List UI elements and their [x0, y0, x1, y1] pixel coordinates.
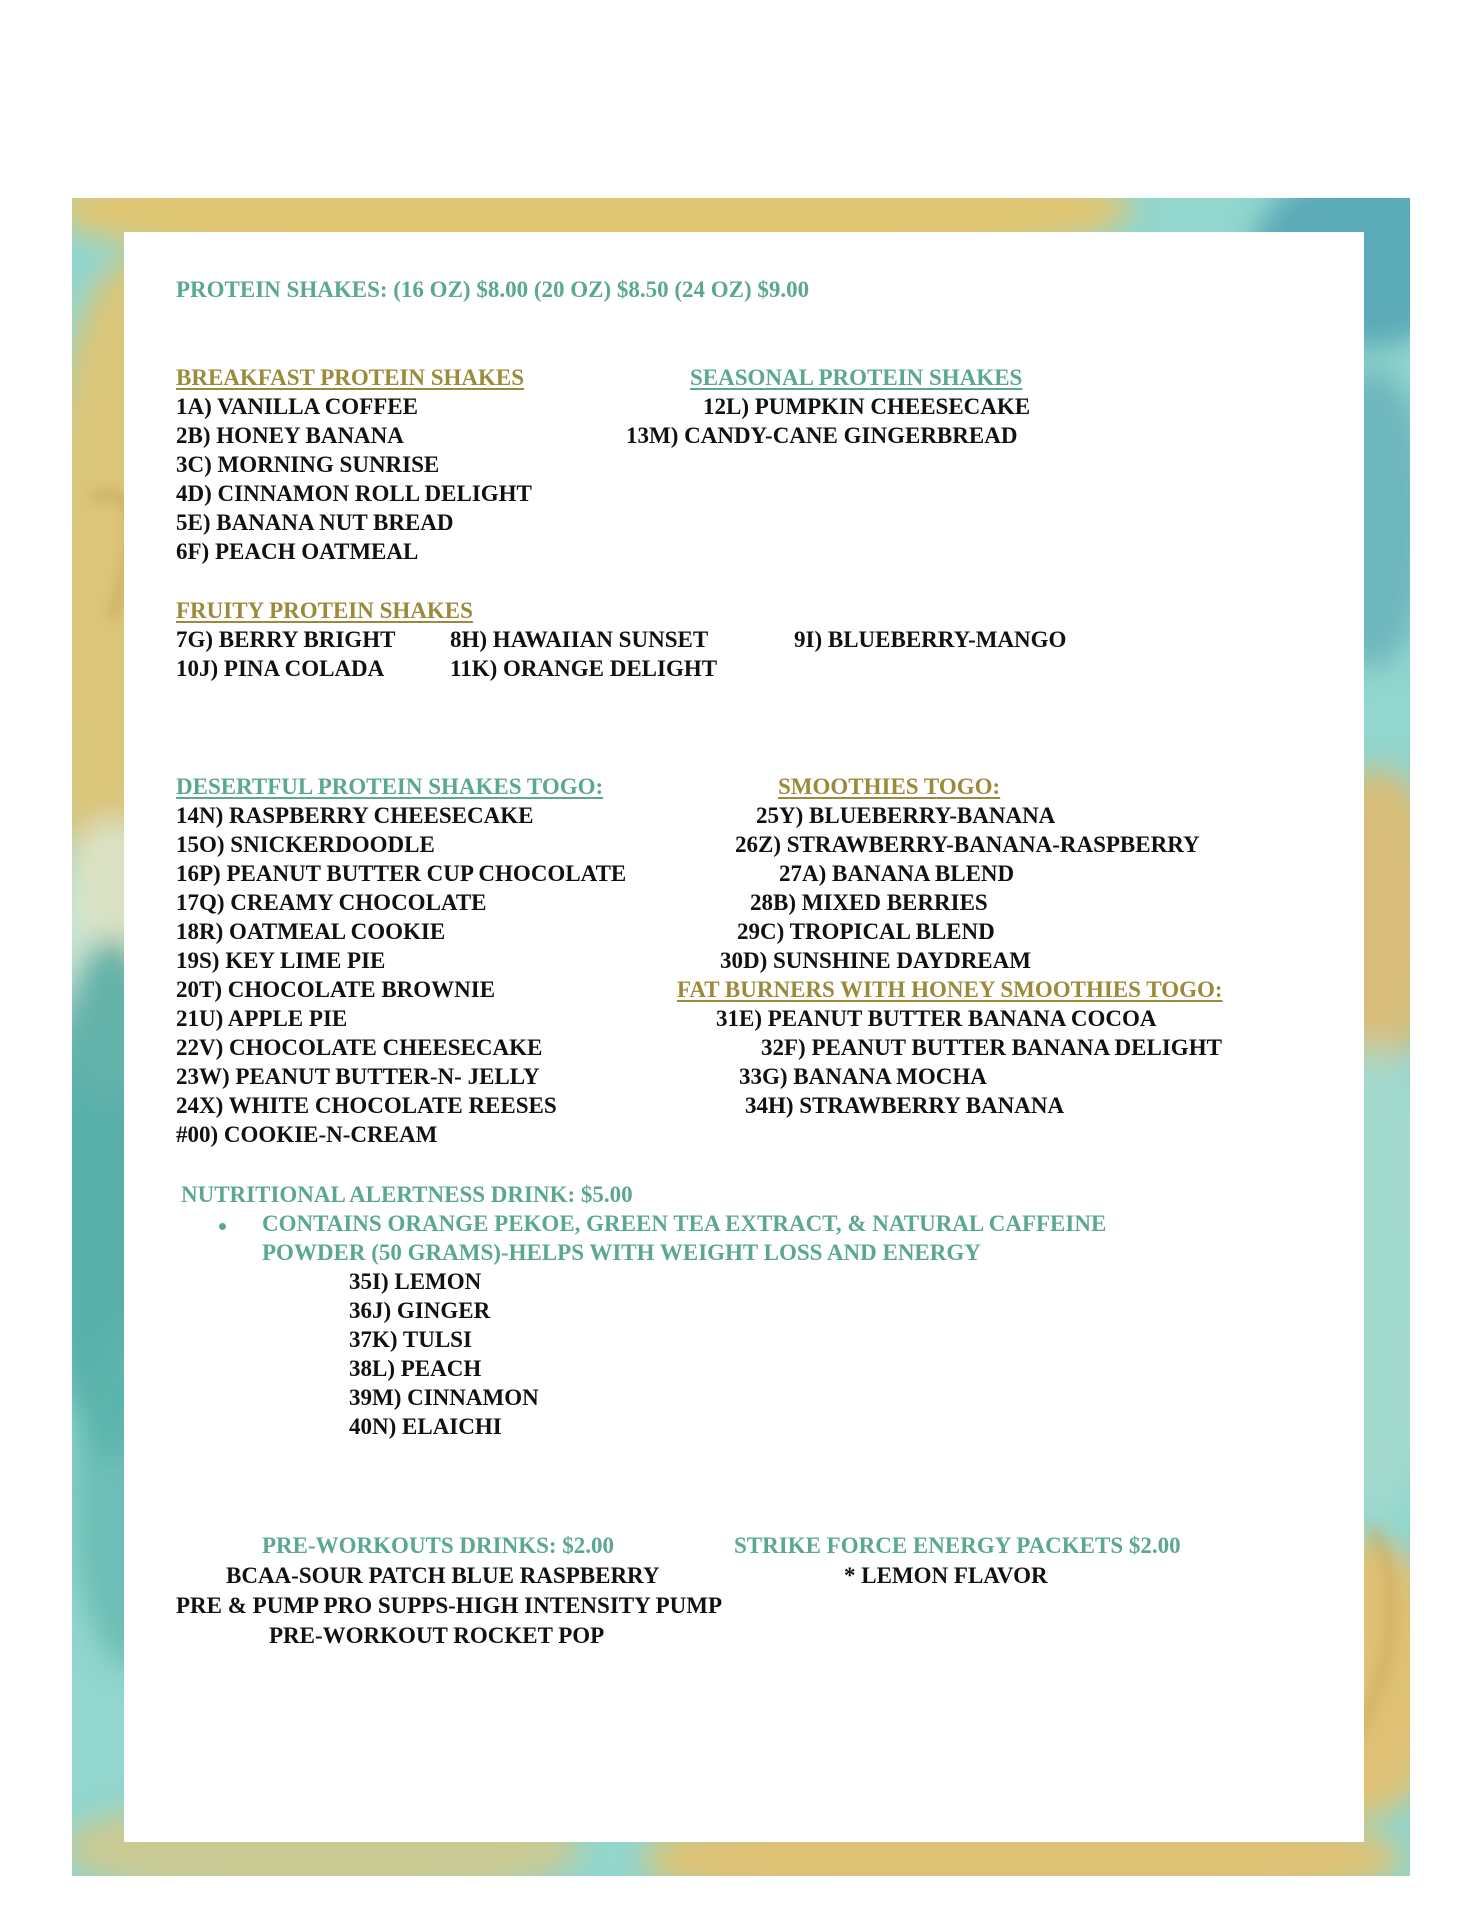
breakfast-section-title: BREAKFAST PROTEIN SHAKES	[176, 365, 525, 390]
menu-item: 40N) ELAICHI	[349, 1414, 502, 1439]
preworkouts-title: PRE-WORKOUTS DRINKS: $2.00	[262, 1533, 615, 1558]
alertness-drink-title: NUTRITIONAL ALERTNESS DRINK: $5.00	[181, 1182, 633, 1207]
alertness-note: POWDER (50 GRAMS)-HELPS WITH WEIGHT LOSS AND ENERGY	[262, 1240, 981, 1265]
energy-packets-title: STRIKE FORCE ENERGY PACKETS $2.00	[734, 1533, 1181, 1558]
menu-item: 33G) BANANA MOCHA	[739, 1064, 987, 1089]
menu-item: 17Q) CREAMY CHOCOLATE	[176, 890, 487, 915]
menu-item: 7G) BERRY BRIGHT	[176, 627, 396, 652]
alertness-note: CONTAINS ORANGE PEKOE, GREEN TEA EXTRACT, & NATURAL CAFFEINE	[262, 1211, 1107, 1236]
menu-item: 23W) PEANUT BUTTER-N- JELLY	[176, 1064, 540, 1089]
menu-item: 39M) CINNAMON	[349, 1385, 539, 1410]
fruity-section-title: FRUITY PROTEIN SHAKES	[176, 598, 473, 623]
menu-item: 1A) VANILLA COFFEE	[176, 394, 418, 419]
menu-item: 31E) PEANUT BUTTER BANANA COCOA	[716, 1006, 1157, 1031]
smoothies-section-title: SMOOTHIES TOGO:	[778, 774, 1001, 799]
menu-item: 29C) TROPICAL BLEND	[737, 919, 995, 944]
menu-item: 2B) HONEY BANANA	[176, 423, 404, 448]
menu-item: 24X) WHITE CHOCOLATE REESES	[176, 1093, 557, 1118]
menu-item: 20T) CHOCOLATE BROWNIE	[176, 977, 496, 1002]
menu-item: PRE-WORKOUT ROCKET POP	[269, 1623, 605, 1648]
menu-item: 13M) CANDY-CANE GINGERBREAD	[626, 423, 1018, 448]
menu-item: * LEMON FLAVOR	[844, 1563, 1048, 1588]
desertful-section-title: DESERTFUL PROTEIN SHAKES TOGO:	[176, 774, 604, 799]
menu-item: 18R) OATMEAL COOKIE	[176, 919, 446, 944]
menu-item: BCAA-SOUR PATCH BLUE RASPBERRY	[226, 1563, 660, 1588]
menu-item: 38L) PEACH	[349, 1356, 482, 1381]
menu-item: #00) COOKIE-N-CREAM	[176, 1122, 438, 1147]
menu-item: 19S) KEY LIME PIE	[176, 948, 386, 973]
menu-item: 12L) PUMPKIN CHEESECAKE	[703, 394, 1031, 419]
menu-item: 26Z) STRAWBERRY-BANANA-RASPBERRY	[735, 832, 1200, 857]
menu-item: 21U) APPLE PIE	[176, 1006, 348, 1031]
menu-item: 28B) MIXED BERRIES	[750, 890, 988, 915]
menu-item: 35I) LEMON	[349, 1269, 482, 1294]
menu-item: 15O) SNICKERDOODLE	[176, 832, 435, 857]
menu-item: 27A) BANANA BLEND	[779, 861, 1015, 886]
seasonal-section-title: SEASONAL PROTEIN SHAKES	[690, 365, 1023, 390]
bullet-icon	[219, 1223, 226, 1230]
menu-item: 9I) BLUEBERRY-MANGO	[794, 627, 1067, 652]
menu-item: 16P) PEANUT BUTTER CUP CHOCOLATE	[176, 861, 627, 886]
menu-item: 30D) SUNSHINE DAYDREAM	[720, 948, 1031, 973]
menu-item: PRE & PUMP PRO SUPPS-HIGH INTENSITY PUMP	[176, 1593, 723, 1618]
menu-item: 34H) STRAWBERRY BANANA	[745, 1093, 1065, 1118]
menu-item: 5E) BANANA NUT BREAD	[176, 510, 454, 535]
menu-item: 25Y) BLUEBERRY-BANANA	[756, 803, 1056, 828]
menu-item: 11K) ORANGE DELIGHT	[450, 656, 718, 681]
fat-burners-section-title: FAT BURNERS WITH HONEY SMOOTHIES TOGO:	[677, 977, 1223, 1002]
menu-item: 14N) RASPBERRY CHEESECAKE	[176, 803, 534, 828]
menu-item: 22V) CHOCOLATE CHEESECAKE	[176, 1035, 543, 1060]
menu-item: 4D) CINNAMON ROLL DELIGHT	[176, 481, 532, 506]
menu-item: 36J) GINGER	[349, 1298, 491, 1323]
menu-item: 10J) PINA COLADA	[176, 656, 385, 681]
menu-item: 37K) TULSI	[349, 1327, 472, 1352]
menu-item: 8H) HAWAIIAN SUNSET	[450, 627, 709, 652]
menu-item: 32F) PEANUT BUTTER BANANA DELIGHT	[761, 1035, 1222, 1060]
protein-shakes-price-heading: PROTEIN SHAKES: (16 OZ) $8.00 (20 OZ) $8.50 (24 OZ) $9.00	[176, 277, 810, 302]
menu-item: 6F) PEACH OATMEAL	[176, 539, 419, 564]
menu-item: 3C) MORNING SUNRISE	[176, 452, 440, 477]
